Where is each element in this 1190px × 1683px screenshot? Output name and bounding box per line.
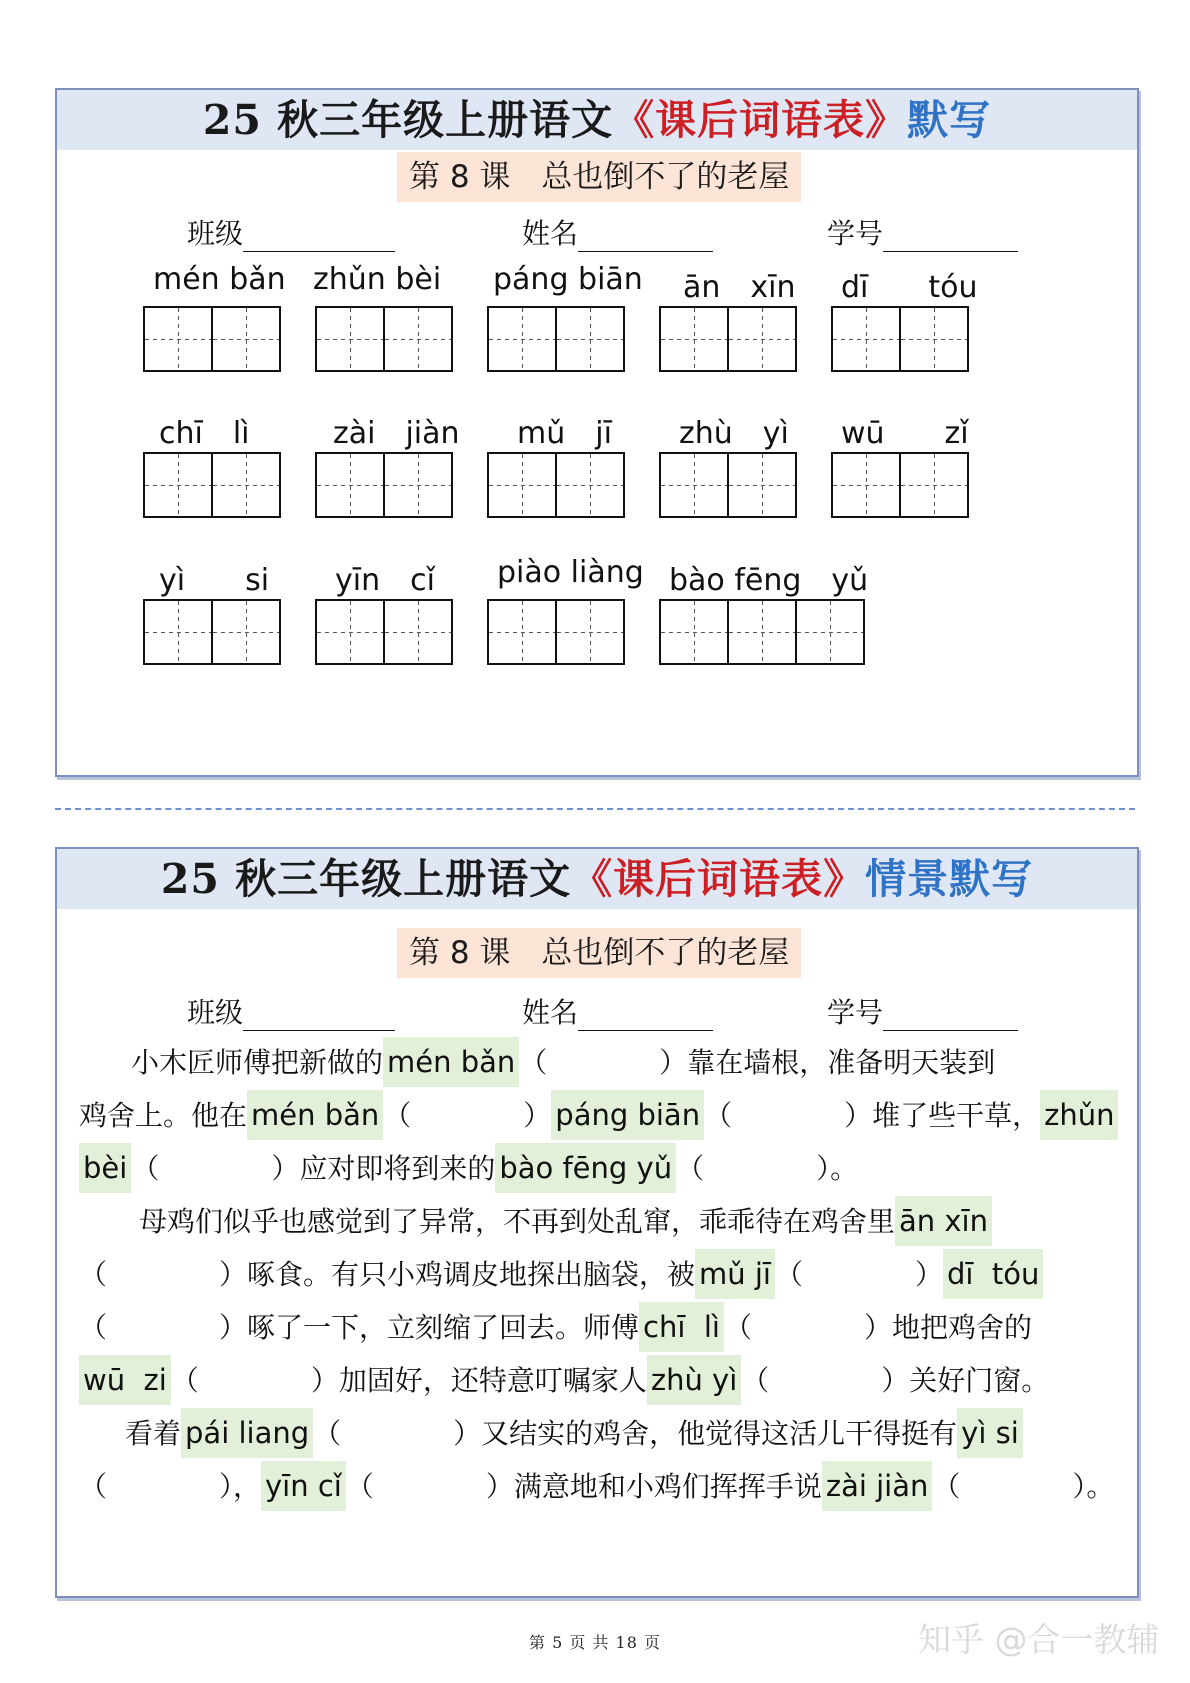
- passage-text: （ ）应对即将到来的: [131, 1152, 496, 1185]
- pinyin-highlight: dī tóu: [943, 1249, 1043, 1299]
- pinyin-label: yì si: [159, 563, 270, 598]
- tianzige-cell[interactable]: [795, 599, 865, 665]
- title-red: 《课后词语表》: [613, 96, 908, 144]
- tianzige-cell[interactable]: [487, 599, 557, 665]
- number-field[interactable]: [827, 991, 1018, 1031]
- tianzige-cell[interactable]: [659, 306, 729, 372]
- passage-line: [79, 1302, 1032, 1352]
- class-line[interactable]: [243, 1000, 395, 1031]
- pinyin-label: zhù yì: [679, 416, 789, 451]
- tianzige-cell[interactable]: [727, 306, 797, 372]
- title-blue: 情景默写: [865, 855, 1034, 903]
- title-blue: 默写: [907, 96, 992, 144]
- passage-line: [79, 1461, 1114, 1511]
- pinyin-highlight: zài jiàn: [822, 1461, 933, 1511]
- tianzige-cell[interactable]: [383, 452, 453, 518]
- pinyin-label: chī lì: [159, 416, 250, 451]
- watermark: 知乎 @合一教辅: [918, 1620, 1160, 1659]
- class-label: 班级: [187, 217, 244, 250]
- pinyin-highlight: ān xīn: [895, 1196, 992, 1246]
- writing-boxes: [315, 452, 453, 518]
- pinyin-highlight: mén bǎn: [247, 1090, 383, 1140]
- tianzige-cell[interactable]: [727, 599, 797, 665]
- context-dictation-sheet: [55, 847, 1139, 1598]
- name-line[interactable]: [578, 221, 713, 252]
- passage-text: （ ）加固好，还特意叮嘱家人: [170, 1364, 647, 1397]
- passage-line: [79, 1355, 1049, 1405]
- writing-boxes: [487, 306, 625, 372]
- number-line[interactable]: [883, 221, 1018, 252]
- passage-text: （ ）又结实的鸡舍，他觉得这活儿干得挺有: [313, 1417, 958, 1450]
- tianzige-cell[interactable]: [315, 452, 385, 518]
- name-field[interactable]: [522, 212, 713, 252]
- tianzige-cell[interactable]: [143, 306, 213, 372]
- passage-line: [79, 1249, 1043, 1299]
- tianzige-cell[interactable]: [211, 306, 281, 372]
- pinyin-highlight: páng biān: [551, 1090, 704, 1140]
- tianzige-cell[interactable]: [143, 599, 213, 665]
- writing-boxes: [487, 599, 625, 665]
- writing-boxes: [831, 452, 969, 518]
- writing-boxes: [659, 452, 797, 518]
- tianzige-cell[interactable]: [831, 452, 901, 518]
- title-main: 25 秋三年级上册语文: [160, 855, 572, 903]
- number-label: 学号: [827, 996, 884, 1029]
- pinyin-highlight: zhǔn: [1040, 1090, 1118, 1140]
- tianzige-cell[interactable]: [487, 452, 557, 518]
- tianzige-cell[interactable]: [727, 452, 797, 518]
- tianzige-cell[interactable]: [555, 599, 625, 665]
- tianzige-cell[interactable]: [315, 599, 385, 665]
- passage-text: 看着: [125, 1417, 182, 1450]
- number-line[interactable]: [883, 1000, 1018, 1031]
- writing-boxes: [831, 306, 969, 372]
- passage-text: 鸡舍上。他在: [79, 1099, 248, 1132]
- passage-text: （ ）啄食。有只小鸡调皮地探出脑袋，被: [79, 1258, 696, 1291]
- passage-line: [131, 1037, 995, 1087]
- writing-boxes: [143, 452, 281, 518]
- pinyin-highlight: bèi: [79, 1143, 131, 1193]
- pinyin-label: zài jiàn: [333, 416, 460, 451]
- pinyin-highlight: yīn cǐ: [261, 1461, 346, 1511]
- class-field[interactable]: [187, 212, 395, 252]
- tianzige-cell[interactable]: [383, 306, 453, 372]
- tianzige-cell[interactable]: [487, 306, 557, 372]
- writing-boxes: [143, 599, 281, 665]
- passage-text: 母鸡们似乎也感觉到了异常，不再到处乱窜，乖乖待在鸡舍里: [139, 1205, 896, 1238]
- page-footer: 第 5 页 共 18 页: [529, 1633, 661, 1652]
- number-label: 学号: [827, 217, 884, 250]
- pinyin-highlight: pái liang: [181, 1408, 313, 1458]
- passage-text: （ ）啄了一下，立刻缩了回去。师傅: [79, 1311, 640, 1344]
- writing-boxes: [659, 599, 865, 665]
- tianzige-cell[interactable]: [659, 599, 729, 665]
- tianzige-cell[interactable]: [555, 306, 625, 372]
- tianzige-cell[interactable]: [211, 452, 281, 518]
- writing-boxes: [315, 306, 453, 372]
- passage-text: （ ）。: [932, 1470, 1115, 1503]
- passage-text: （ ）满意地和小鸡们挥挥手说: [345, 1470, 822, 1503]
- passage-text: （ ）靠在墙根，准备明天装到: [519, 1046, 996, 1079]
- passage-text: （ ）: [774, 1258, 943, 1291]
- pinyin-highlight: zhù yì: [647, 1355, 741, 1405]
- pinyin-label: mén bǎn: [153, 262, 286, 297]
- passage-text: （ ）。: [676, 1152, 859, 1185]
- passage-text: 小木匠师傅把新做的: [131, 1046, 384, 1079]
- number-field[interactable]: [827, 212, 1018, 252]
- pinyin-label: dī tóu: [841, 270, 978, 305]
- tianzige-cell[interactable]: [659, 452, 729, 518]
- tianzige-cell[interactable]: [143, 452, 213, 518]
- pinyin-highlight: mén bǎn: [383, 1037, 519, 1087]
- name-label: 姓名: [522, 217, 579, 250]
- pinyin-label: páng biān: [493, 262, 643, 297]
- pinyin-label: ān xīn: [683, 270, 796, 305]
- pinyin-highlight: mǔ jī: [695, 1249, 775, 1299]
- pinyin-highlight: bào fēng yǔ: [495, 1143, 676, 1193]
- tianzige-cell[interactable]: [211, 599, 281, 665]
- tianzige-cell[interactable]: [555, 452, 625, 518]
- pinyin-label: zhǔn bèi: [313, 262, 442, 297]
- passage-text: （ ），: [79, 1470, 262, 1503]
- passage-text: （ ）堆了些干草，: [704, 1099, 1041, 1132]
- pinyin-highlight: chī lì: [639, 1302, 724, 1352]
- writing-boxes: [143, 306, 281, 372]
- passage-line: [79, 1143, 858, 1193]
- title-red: 《课后词语表》: [571, 855, 866, 903]
- pinyin-label: yīn cǐ: [335, 563, 435, 598]
- writing-boxes: [659, 306, 797, 372]
- lesson-title: 第 8 课 总也倒不了的老屋: [397, 928, 801, 978]
- pinyin-highlight: yì si: [957, 1408, 1023, 1458]
- class-label: 班级: [187, 996, 244, 1029]
- name-line[interactable]: [578, 1000, 713, 1031]
- pinyin-label: wū zǐ: [841, 416, 969, 451]
- class-line[interactable]: [243, 221, 395, 252]
- name-label: 姓名: [522, 996, 579, 1029]
- dictation-sheet: [55, 88, 1139, 777]
- passage-line: [139, 1196, 992, 1246]
- passage-text: （ ）: [383, 1099, 552, 1132]
- tianzige-cell[interactable]: [831, 306, 901, 372]
- lesson-title: 第 8 课 总也倒不了的老屋: [397, 152, 801, 202]
- passage-line: [125, 1408, 1023, 1458]
- tianzige-cell[interactable]: [899, 452, 969, 518]
- cut-line: [55, 808, 1135, 810]
- pinyin-label: piào liàng: [497, 555, 644, 590]
- title-main: 25 秋三年级上册语文: [202, 96, 614, 144]
- writing-boxes: [315, 599, 453, 665]
- tianzige-cell[interactable]: [383, 599, 453, 665]
- tianzige-cell[interactable]: [899, 306, 969, 372]
- class-field[interactable]: [187, 991, 395, 1031]
- tianzige-cell[interactable]: [315, 306, 385, 372]
- pinyin-label: mǔ jī: [517, 416, 612, 451]
- passage-text: （ ）地把鸡舍的: [723, 1311, 1032, 1344]
- name-field[interactable]: [522, 991, 713, 1031]
- pinyin-label: bào fēng yǔ: [669, 563, 869, 598]
- sheet-title: [57, 849, 1137, 909]
- passage-line: [79, 1090, 1118, 1140]
- sheet-title: [57, 90, 1137, 150]
- writing-boxes: [487, 452, 625, 518]
- pinyin-highlight: wū zi: [79, 1355, 171, 1405]
- passage-text: （ ）关好门窗。: [741, 1364, 1050, 1397]
